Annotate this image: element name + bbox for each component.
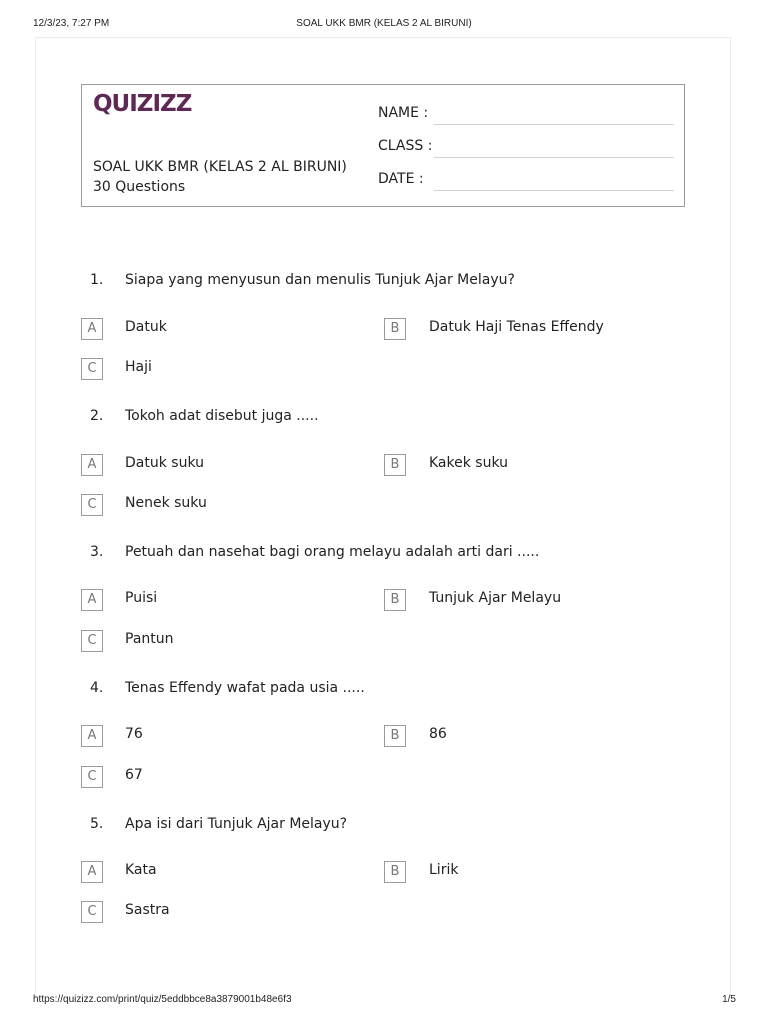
class-label: CLASS : (378, 138, 433, 154)
option-a-text: Datuk suku (125, 455, 204, 471)
option-b-text: Lirik (429, 862, 459, 878)
date-line (434, 190, 674, 191)
option-a-text: Puisi (125, 590, 158, 606)
worksheet-header (81, 84, 685, 207)
option-a-box: A (81, 454, 103, 476)
question-number: 2. (90, 408, 104, 424)
option-c-text: 67 (125, 767, 143, 783)
print-url: https://quizizz.com/print/quiz/5eddbbce8a3879001b48e6f3 (33, 994, 292, 1005)
option-c-text: Nenek suku (125, 495, 207, 511)
question-text: Tokoh adat disebut juga ..... (125, 408, 319, 424)
question-text: Petuah dan nasehat bagi orang melayu adalah arti dari ..... (125, 544, 540, 560)
option-a-text: Kata (125, 862, 157, 878)
name-line (434, 124, 674, 125)
question-number: 3. (90, 544, 104, 560)
option-b-box: B (384, 318, 406, 340)
quiz-title: SOAL UKK BMR (KELAS 2 AL BIRUNI) (93, 159, 347, 175)
option-c-text: Pantun (125, 631, 174, 647)
option-c-box: C (81, 494, 103, 516)
option-c-box: C (81, 630, 103, 652)
print-header (0, 18, 768, 32)
question-number: 1. (90, 272, 104, 288)
question-text: Siapa yang menyusun dan menulis Tunjuk Ajar Melayu? (125, 272, 515, 288)
option-a-box: A (81, 318, 103, 340)
class-line (434, 157, 674, 158)
option-b-box: B (384, 589, 406, 611)
print-footer (0, 994, 768, 1008)
question-text: Apa isi dari Tunjuk Ajar Melayu? (125, 816, 348, 832)
option-b-box: B (384, 454, 406, 476)
date-field (378, 169, 674, 193)
question-number: 5. (90, 816, 104, 832)
option-a-box: A (81, 725, 103, 747)
date-label: DATE : (378, 171, 424, 187)
question-number: 4. (90, 680, 104, 696)
question-count: 30 Questions (93, 179, 186, 195)
option-a-text: 76 (125, 726, 143, 742)
option-c-box: C (81, 901, 103, 923)
option-b-text: Kakek suku (429, 455, 509, 471)
option-c-box: C (81, 358, 103, 380)
print-date: 12/3/23, 7:27 PM (33, 18, 110, 29)
option-b-text: Datuk Haji Tenas Effendy (429, 319, 604, 335)
name-label: NAME : (378, 105, 429, 121)
page-number: 1/5 (722, 994, 736, 1005)
option-b-box: B (384, 725, 406, 747)
option-b-text: 86 (429, 726, 447, 742)
option-a-text: Datuk (125, 319, 167, 335)
print-doc-title: SOAL UKK BMR (KELAS 2 AL BIRUNI) (296, 18, 472, 29)
option-c-text: Sastra (125, 902, 170, 918)
option-a-box: A (81, 589, 103, 611)
option-b-text: Tunjuk Ajar Melayu (429, 590, 562, 606)
option-c-text: Haji (125, 359, 152, 375)
option-b-box: B (384, 861, 406, 883)
question-text: Tenas Effendy wafat pada usia ..... (125, 680, 365, 696)
name-field (378, 103, 674, 127)
option-a-box: A (81, 861, 103, 883)
quizizz-logo: QUIZIZZ (93, 91, 192, 117)
class-field (378, 136, 674, 160)
option-c-box: C (81, 766, 103, 788)
